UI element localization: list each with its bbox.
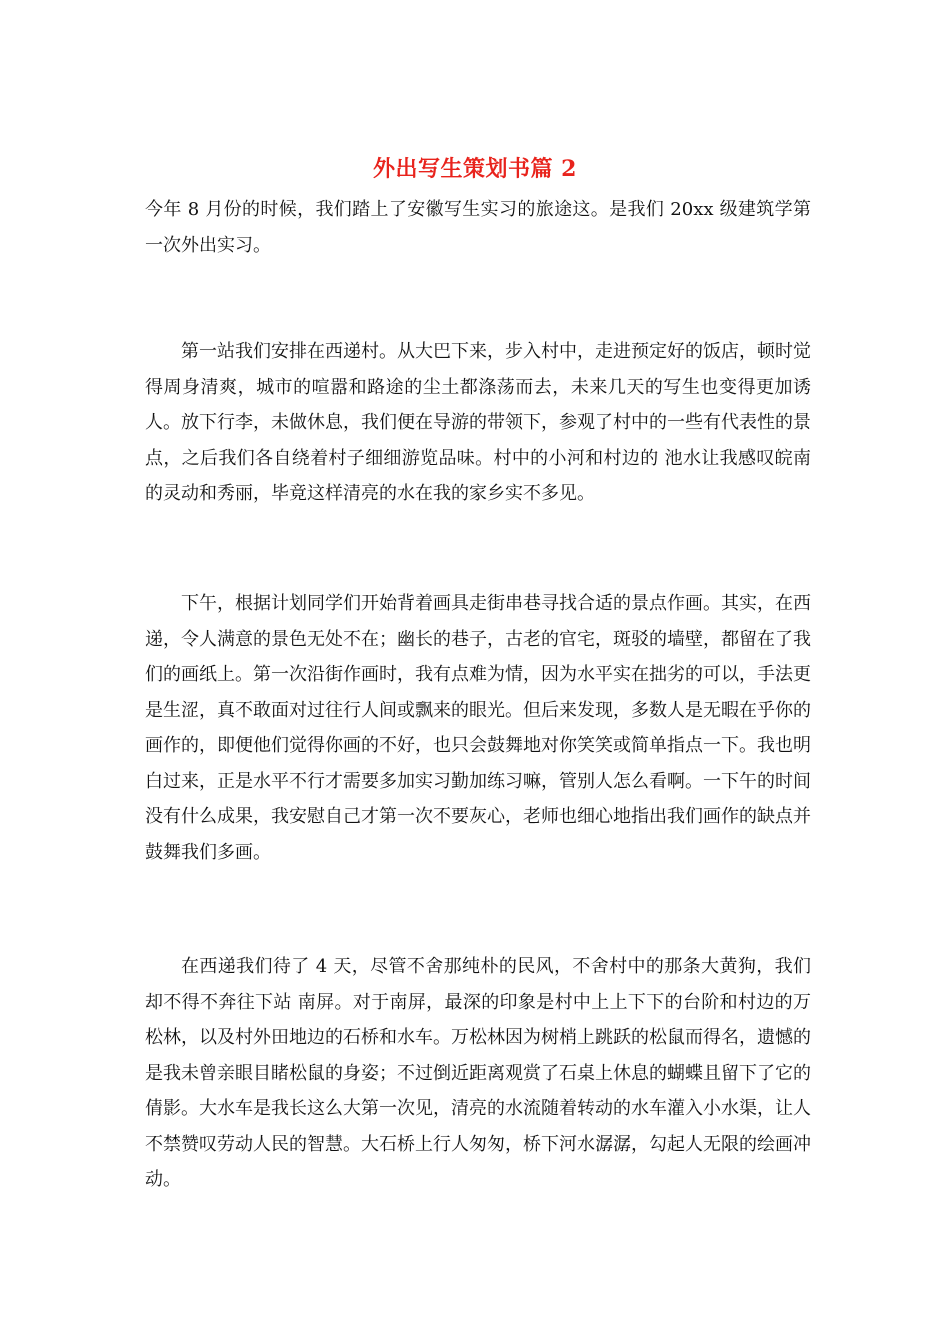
paragraph-nanping: 在西递我们待了 4 天，尽管不舍那纯朴的民风，不舍村中的那条大黄狗，我们却不得不奔往下站 南屏。对于南屏，最深的印象是村中上上下下的台阶和村边的万松林，以及村外田地边的石桥和水车。万松林因为树梢上跳跃的松鼠而得名，遗憾的是我未曾亲眼目睹松鼠的身姿；不过倒近距离观赏了石桌上休息的蝴蝶且留下了它的倩影。大水车是我长这么大第一次见，清亮的水流随着转动的水车灌入小水渠，让人不禁赞叹劳动人民的智慧。大石桥上行人匆匆，桥下河水潺潺，勾起人无限的绘画冲动。 [145,956,811,1190]
document-title: 外出写生策划书篇 2 [373,156,577,182]
paragraph-afternoon-sketching: 下午，根据计划同学们开始背着画具走街串巷寻找合适的景点作画。其实，在西递，令人满意的景色无处不在；幽长的巷子，古老的官宅，斑驳的墙壁，都留在了我们的画纸上。第一次沿街作画时，我有点难为情，因为水平实在拙劣的可以，手法更是生涩，真不敢面对过往行人间或飘来的眼光。但后来发现，多数人是无暇在乎你的画作的，即便他们觉得你画的不好，也只会鼓舞地对你笑笑或简单指点一下。我也明白过来，正是水平不行才需要多加实习勤加练习嘛，管别人怎么看啊。一下午的时间没有什么成果，我安慰自己才第一次不要灰心，老师也细心地指出我们画作的缺点并鼓舞我们多画。 [145,593,811,863]
intro-paragraph: 今年 8 月份的时候，我们踏上了安徽写生实习的旅途这。是我们 20xx 级建筑学第一次外出实习。 [145,199,811,256]
paragraph-xidi-arrival: 第一站我们安排在西递村。从大巴下来，步入村中，走进预定好的饭店，顿时觉得周身清爽，城市的喧嚣和路途的尘土都涤荡而去，未来几天的写生也变得更加诱人。放下行李，未做休息，我们便在导游的带领下，参观了村中的一些有代表性的景点，之后我们各自绕着村子细细游览品味。村中的小河和村边的 池水让我感叹皖南的灵动和秀丽，毕竟这样清亮的水在我的家乡实不多见。 [145,341,811,504]
